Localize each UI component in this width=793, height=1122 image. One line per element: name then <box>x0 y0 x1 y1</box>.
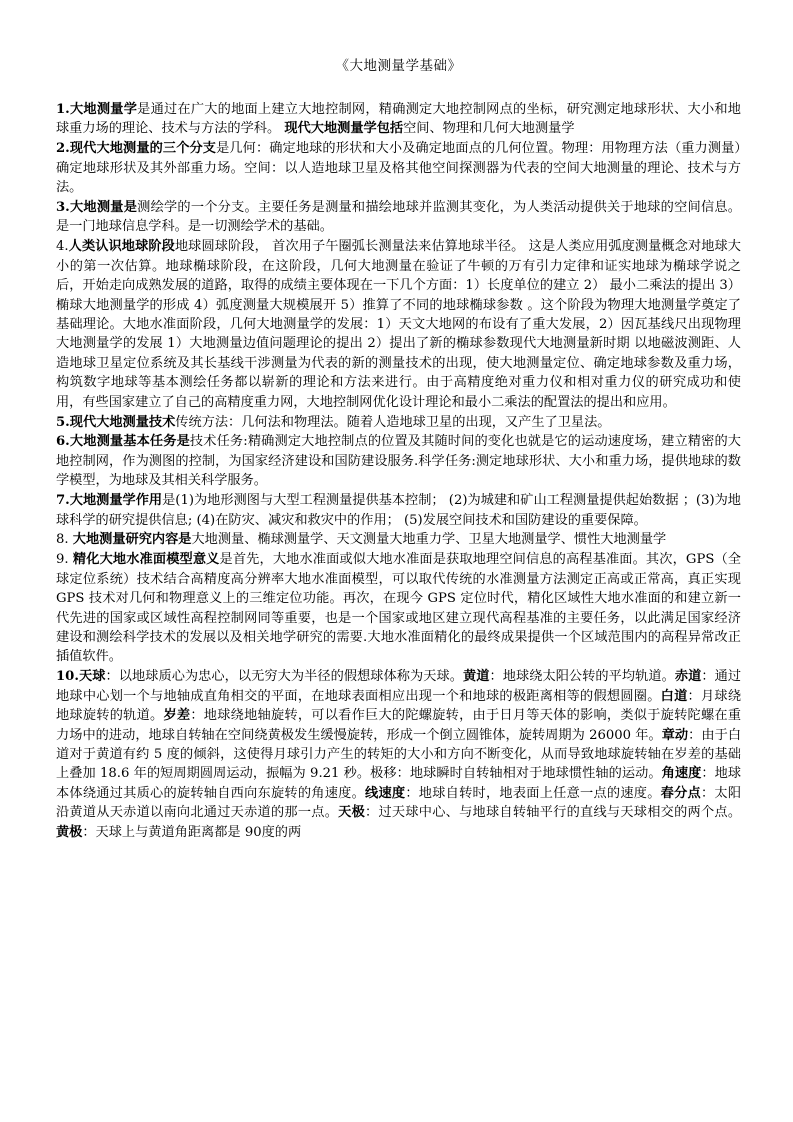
text-run: ：通过地球中心划一个与地轴成直角相交的平面，在地球表面相应出现一个和地球的极距离相等的假想圆圈。 <box>56 669 742 704</box>
paragraph-p1 <box>56 100 741 139</box>
term-label: 赤道 <box>674 669 702 685</box>
text-run: ：天球上与黄道角距离都是 90度的两 <box>82 824 302 840</box>
text-run: ：过天球中心、与地球自转轴平行的直线与天球相交的两个点。 <box>365 805 742 821</box>
text-run: ：由于白道对于黄道有约 5 度的倾斜，这使得月球引力产生的转矩的大小和方向不断变化，从而导致地球旋转轴在岁差的基础上叠加 18.6 年的短周期圆周运动，振幅为 9.21 秒。极移：地球瞬时自转轴相对于地球惯性轴的运动。 <box>56 727 742 782</box>
paragraph-p10 <box>56 667 741 842</box>
text-run: 测绘学的一个分支。主要任务是测量和描绘地球并监测其变化，为人类活动提供关于地球的空间信息。是一门地球信息学科。是一切测绘学术的基础。 <box>56 200 741 235</box>
term-label: 10.天球 <box>56 669 106 685</box>
term-label: 7.大地测量学作用 <box>56 493 163 509</box>
paragraph-p2 <box>56 139 741 197</box>
text-run: ：以地球质心为忠心，以无穷大为半径的假想球体称为天球。 <box>105 669 463 685</box>
term-label: 现代大地测量学包括 <box>284 121 404 137</box>
term-label: 黄道 <box>463 669 490 685</box>
term-label: 角速度 <box>661 766 702 782</box>
term-label: 大地测量研究内容是 <box>72 532 192 548</box>
term-label: 岁差 <box>163 708 191 724</box>
text-run: 4. <box>56 239 69 255</box>
paragraph-p5 <box>56 413 741 432</box>
text-run: 地球圆球阶段， 首次用子午圈弧长测量法来估算地球半径。 这是人类应用弧度测量概念对地球大小的第一次估算。地球椭球阶段，在这阶段，几何大地测量在验证了牛顿的万有引力定律和证实地球为椭球学说之后，开始走向成熟发展的道路，取得的成绩主要体现在一下几个方面：1）长度单位的建立 2） 最小二乘法的提出 3） 椭球大地测量学的形成 4）弧度测量大规模展开 5）推算了不同的地球椭球参数 。这个阶段为物理大地测量学奠定了基础理论。大地水准面阶段，几何大地测量学的发展：1）天文大地网的布设有了重大发展，2）因瓦基线尺出现物理大地测量学的发展 1）大地测量边值问题理论的提出 2）提出了新的椭球参数现代大地测量新时期 以地磁波测距、人造地球卫星定位系统及其长基线干涉测量为代表的新的测量技术的出现，使大地测量定位、确定地球参数及重力场，构筑数字地球等基本测绘任务都以崭新的理论和方法来进行。由于高精度绝对重力仪和相对重力仪的研究成功和使用，有些国家建立了自己的高精度重力网，大地控制网优化设计理论和最小二乘法的配置法的提出和应用。 <box>56 239 741 410</box>
term-label: 6.大地测量基本任务是 <box>56 434 190 450</box>
paragraph-p6 <box>56 432 741 490</box>
term-label: 白道 <box>660 688 688 704</box>
page-title: 《大地测量学基础》 <box>335 58 462 74</box>
text-run: 大地测量、椭球测量学、天文测量大地重力学、卫星大地测量学、惯性大地测量学 <box>191 532 667 548</box>
term-label: 线速度 <box>365 785 406 801</box>
text-run: 技术任务:精确测定大地控制点的位置及其随时间的变化也就是它的运动速度场，建立精密的大地控制网，作为测图的控制，为国家经济建设和国防建设服务.科学任务:测定地球形状、大小和重力场，提供地球的数学模型，为地球及其相关科学服务。 <box>56 434 741 489</box>
term-label: 精化大地水准面模型意义 <box>72 552 220 568</box>
document-body <box>56 100 741 842</box>
paragraph-p4 <box>56 237 741 412</box>
text-run: ：太阳沿黄道从天赤道以南向北通过天赤道的那一点。 <box>56 785 742 821</box>
paragraph-p7 <box>56 491 741 530</box>
term-label: 1.大地测量学 <box>56 102 138 117</box>
paragraph-p8 <box>56 530 741 549</box>
paragraph-p3 <box>56 198 741 237</box>
term-label: 章动 <box>661 727 689 743</box>
text-run: 是几何：确定地球的形状和大小及确定地面点的几何位置。物理：用物理方法（重力测量）确定地球形状及其外部重力场。空间：以人造地球卫星及格其他空间探测器为代表的空间大地测量的理论、技术与方法。 <box>56 141 741 196</box>
text-run: ：月球绕地球旋转的轨道。 <box>56 688 742 724</box>
text-run: ：地球绕太阳公转的平均轨道。 <box>489 669 675 685</box>
text-run: 是通过在广大的地面上建立大地控制网，精确测定大地控制网点的坐标，研究测定地球形状、大小和地球重力场的理论、技术与方法的学科。 <box>56 102 741 137</box>
text-run: ：地球本体绕通过其质心的旋转轴自西向东旋转的角速度。 <box>56 766 742 801</box>
text-run: 是首先，大地水准面或似大地水准面是获取地理空间信息的高程基准面。其次，GPS（全球定位系统）技术结合高精度高分辨率大地水准面模型，可以取代传统的水准测量方法测定正高或正常高，真正实现 GPS 技术对几何和物理意义上的三维定位功能。再次，在现今 GPS 定位时代，精化区域性大地水准面的和建立新一代先进的国家或区域性高程控制网同等重要，也是一个国家或地区建立现代高程基准的主要任务，以此满足国家经济建设和测绘科学技术的发展以及相关地学研究的需要.大地水准面精化的最终成果提供一个区域范围内的高程异常改正插值软件。 <box>56 552 742 665</box>
text-run: 9. <box>56 552 73 568</box>
text-run: ：地球绕地轴旋转，可以看作巨大的陀螺旋转，由于日月等天体的影响，类似于旋转陀螺在重力场中的进动，地球自转轴在空间绕黄极发生缓慢旋转，形成一个倒立圆锥体，旋转周期为 26000 年。 <box>56 708 742 743</box>
term-label: 黄极 <box>56 824 83 840</box>
term-label: 3.大地测量是 <box>56 200 138 216</box>
term-label: 天极 <box>338 805 366 821</box>
term-label: 人类认识地球阶段 <box>68 239 175 255</box>
paragraph-p9 <box>56 550 741 666</box>
term-label: 5.现代大地测量技术 <box>56 414 176 430</box>
term-label: 2.现代大地测量的三个分支 <box>56 141 217 157</box>
text-run: 传统方法：几何法和物理法。随着人造地球卫星的出现，又产生了卫星法。 <box>175 414 611 430</box>
text-run: 空间、物理和几何大地测量学 <box>403 121 575 137</box>
text-run: 8. <box>56 532 73 548</box>
term-label: 春分点 <box>660 785 701 801</box>
text-run: 是(1)为地形测图与大型工程测量提供基本控制； (2)为城建和矿山工程测量提供起始数据 ；(3)为地球科学的研究提供信息; (4)在防灾、减灾和救灾中的作用； (5)发展空间技术和国防建设的重要保障。 <box>56 493 741 528</box>
text-run: ：地球自转时，地表面上任意一点的速度。 <box>405 785 661 801</box>
